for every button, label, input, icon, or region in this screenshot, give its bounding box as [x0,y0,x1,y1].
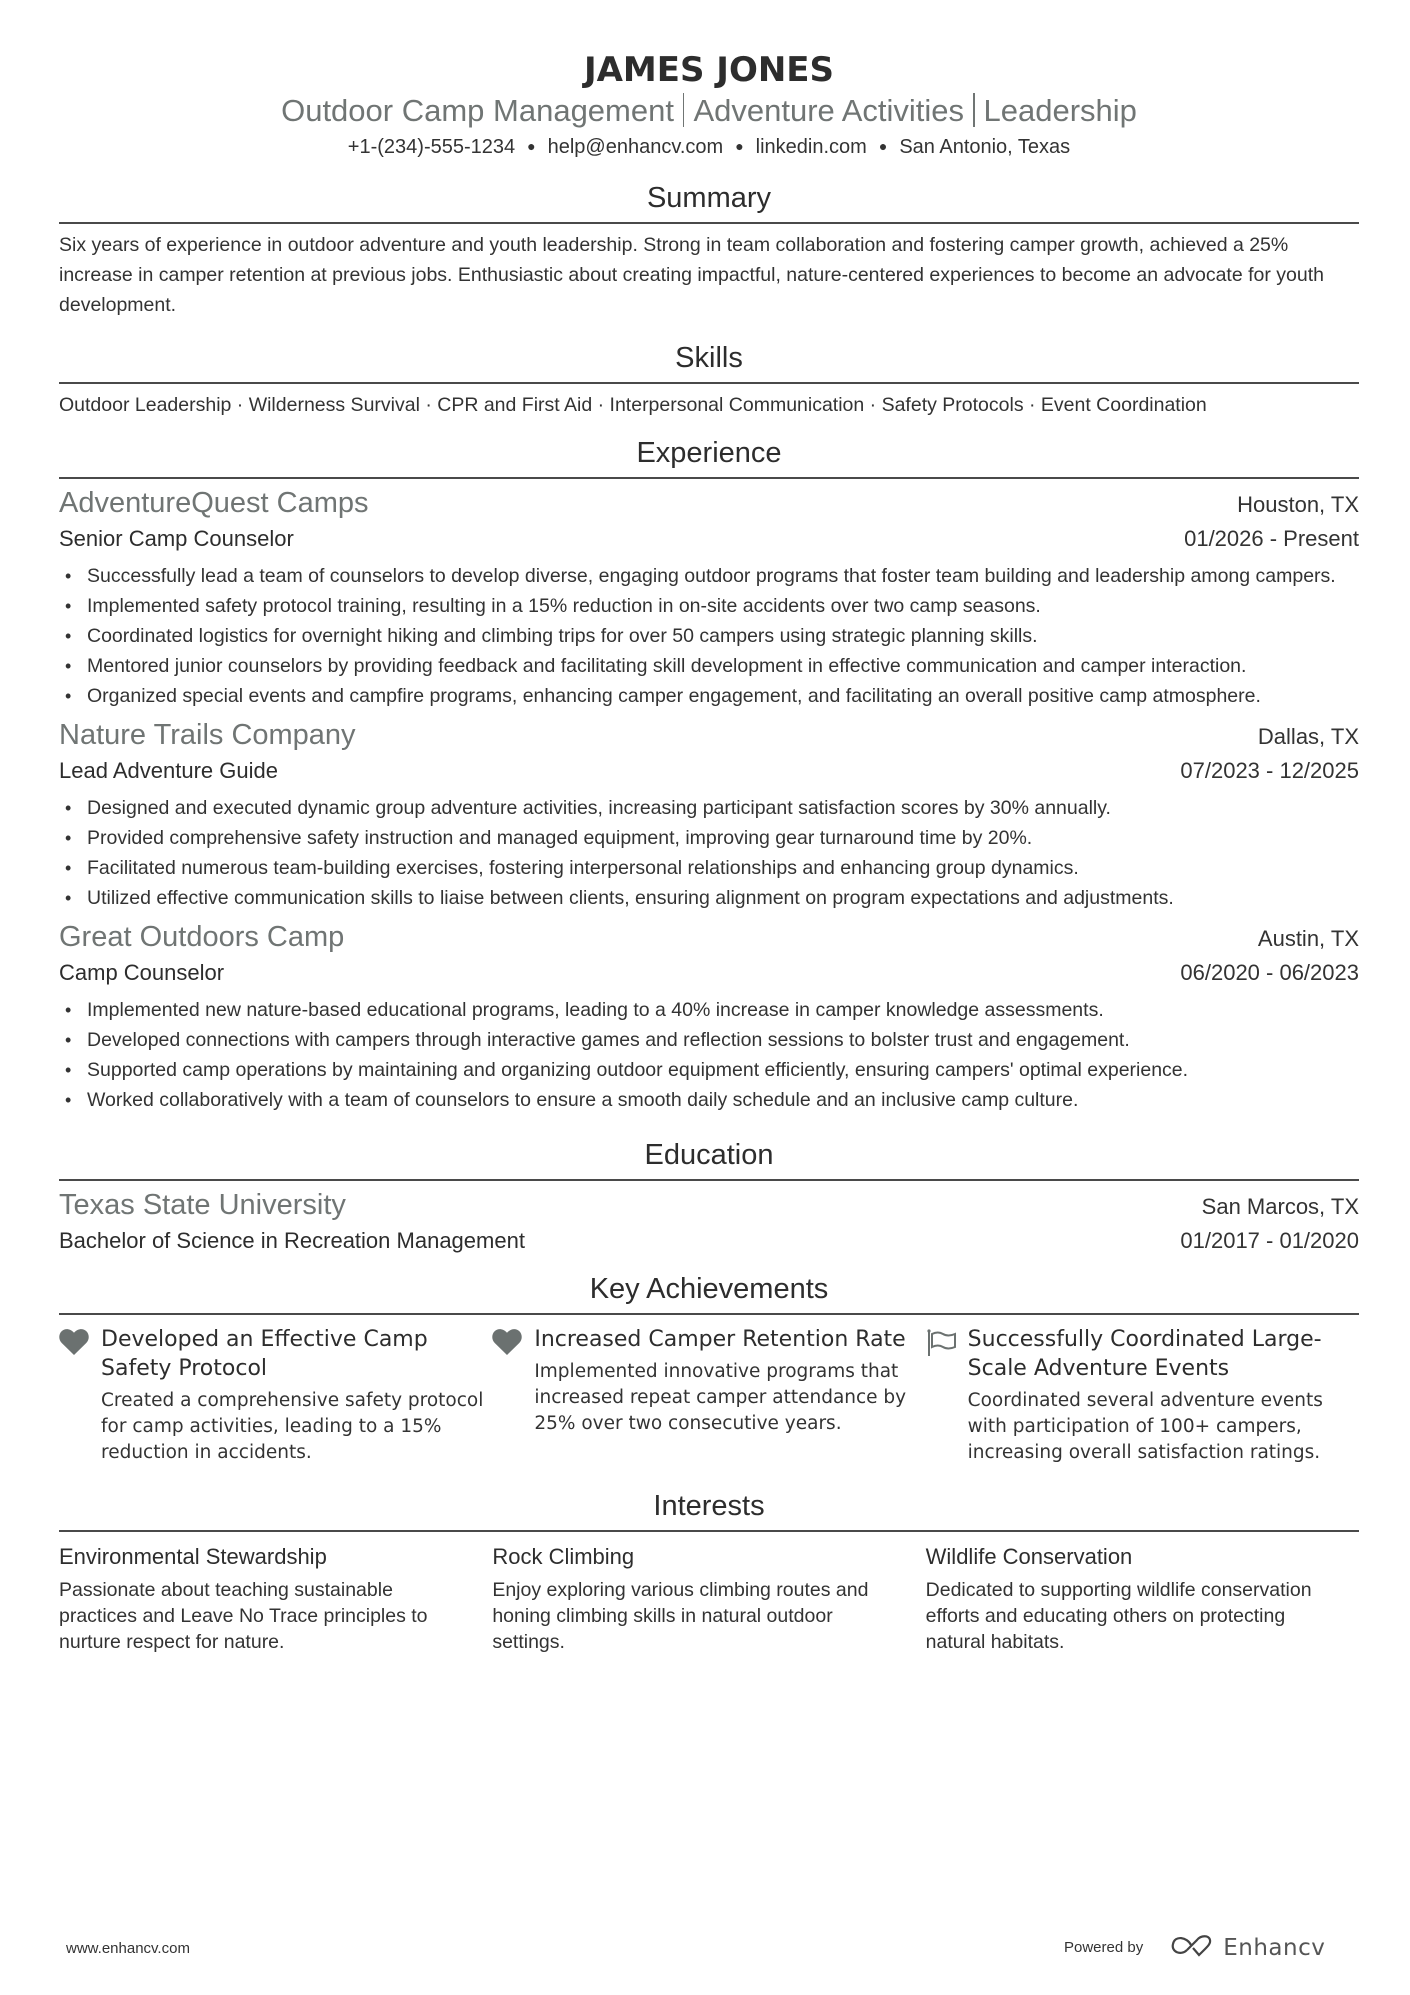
job-dates: 06/2020 - 06/2023 [1180,960,1359,985]
bullet-item: • Designed and executed dynamic group adventure activities, increasing participant satisfaction scores by 30% annually. [59,793,1359,823]
powered-by [1064,1932,1325,1963]
job-title: Senior Camp Counselor [59,526,294,551]
heart-icon [59,1325,101,1466]
skills-list: Outdoor Leadership · Wilderness Survival · CPR and First Aid · Interpersonal Communication · Safety Protocols · Event Coordination [59,394,1207,416]
interest-item [59,1540,492,1655]
bullet-item: • Developed connections with campers through interactive games and reflection sessions to bolster trust and engagement. [59,1025,1359,1055]
achievement-item [492,1325,925,1466]
section-heading: Education [644,1139,774,1171]
summary-section [59,180,1359,320]
achievement-title: Developed an Effective Camp Safety Protocol [101,1327,428,1381]
divider [973,93,975,127]
interest-description: Passionate about teaching sustainable practices and Leave No Trace principles to nurture respect for nature. [59,1579,428,1653]
section-divider [59,1313,1359,1315]
achievement-body [968,1325,1359,1466]
headline [59,91,1359,131]
school-name: Texas State University [59,1189,346,1221]
bullet-item: • Organized special events and campfire programs, enhancing camper engagement, and facilitating an overall positive camp atmosphere. [59,681,1359,711]
job-dates: 01/2026 - Present [1184,526,1359,551]
job-entry [59,717,1359,913]
section-divider [59,1530,1359,1532]
bullet-separator: ● [878,138,888,154]
resume-header [59,0,1359,160]
section-divider [59,477,1359,479]
achievement-item [59,1325,492,1466]
section-divider [59,1179,1359,1181]
interest-description: Enjoy exploring various climbing routes and honing climbing skills in natural outdoor settings. [492,1579,869,1653]
linkedin-link[interactable]: linkedin.com [755,136,867,158]
company-name: Great Outdoors Camp [59,921,345,953]
job-header [59,485,1359,521]
education-dates: 01/2017 - 01/2020 [1180,1228,1359,1253]
website-link[interactable]: www.enhancv.com [66,1940,190,1957]
job-title: Lead Adventure Guide [59,758,278,783]
enhancv-logo-icon [1169,1932,1215,1963]
headline-part: Adventure Activities [693,93,964,128]
achievement-description: Coordinated several adventure events with participation of 100+ campers, increasing overall satisfaction ratings. [967,1390,1323,1463]
achievement-title: Successfully Coordinated Large-Scale Adventure Events [967,1327,1322,1381]
contact-line [59,133,1359,160]
job-entry [59,485,1359,711]
phone: +1-(234)-555-1234 [347,136,516,158]
resume-page [59,0,1359,1655]
email-link[interactable]: help@enhancv.com [547,136,724,158]
section-divider [59,382,1359,384]
headline-part: Outdoor Camp Management [281,93,674,128]
degree: Bachelor of Science in Recreation Management [59,1228,525,1253]
bullet-item: • Mentored junior counselors by providing feedback and facilitating skill development in effective communication and camper interaction. [59,651,1359,681]
bullet-item: • Facilitated numerous team-building exercises, fostering interpersonal relationships and enhancing group dynamics. [59,853,1359,883]
job-location: Houston, TX [1237,492,1359,517]
achievements-section [59,1271,1359,1466]
job-header [59,717,1359,753]
job-title: Camp Counselor [59,960,225,985]
bullet-item: • Implemented new nature-based educational programs, leading to a 40% increase in camper knowledge assessments. [59,995,1359,1025]
interests-grid [59,1540,1359,1655]
job-dates: 07/2023 - 12/2025 [1180,758,1359,783]
section-heading: Key Achievements [589,1273,829,1305]
job-location: Dallas, TX [1257,724,1359,749]
headline-part: Leadership [983,93,1137,128]
interest-description: Dedicated to supporting wildlife conservation efforts and educating others on protecting natural habitats. [925,1579,1312,1653]
section-heading: Skills [675,342,743,374]
interest-title: Wildlife Conservation [925,1544,1133,1569]
bullet-separator: ● [735,138,744,154]
bullet-item: • Provided comprehensive safety instruction and managed equipment, improving gear turnaround time by 20%. [59,823,1359,853]
section-heading: Summary [646,182,772,214]
achievement-body [534,1325,925,1466]
education-entry [59,1187,1359,1259]
flag-icon [926,1325,968,1466]
heart-icon [492,1325,534,1466]
experience-section [59,435,1359,1115]
candidate-name: JAMES JONES [583,50,835,90]
job-subheader [59,955,1359,991]
job-bullets [59,561,1359,711]
section-divider [59,222,1359,224]
bullet-item: • Coordinated logistics for overnight hiking and climbing trips for over 50 campers using strategic planning skills. [59,621,1359,651]
job-subheader [59,521,1359,557]
interest-item [492,1540,925,1655]
bullet-item: • Implemented safety protocol training, resulting in a 15% reduction in on-site accidents over two camp seasons. [59,591,1359,621]
achievement-description: Created a comprehensive safety protocol for camp activities, leading to a 15% reduction in accidents. [101,1390,484,1463]
achievement-title: Increased Camper Retention Rate [534,1327,906,1352]
location: San Antonio, Texas [899,136,1071,158]
school-location: San Marcos, TX [1201,1194,1359,1219]
job-subheader [59,753,1359,789]
education-subheader [59,1223,1359,1259]
interests-section [59,1488,1359,1655]
achievement-body [101,1325,492,1466]
job-entry [59,919,1359,1115]
bullet-item: • Worked collaboratively with a team of counselors to ensure a smooth daily schedule and an inclusive camp culture. [59,1085,1359,1115]
interest-title: Rock Climbing [492,1544,635,1569]
bullet-item: • Supported camp operations by maintaining and organizing outdoor equipment efficiently, ensuring campers' optimal experience. [59,1055,1359,1085]
section-heading: Experience [636,437,782,469]
achievements-grid [59,1325,1359,1466]
job-location: Austin, TX [1257,926,1359,951]
job-header [59,919,1359,955]
bullet-item: • Utilized effective communication skills to liaise between clients, ensuring alignment on program expectations and adjustments. [59,883,1359,913]
job-bullets [59,793,1359,913]
job-bullets [59,995,1359,1115]
bullet-item: • Successfully lead a team of counselors to develop diverse, engaging outdoor programs that foster team building and leadership among campers. [59,561,1359,591]
powered-by-label: Powered by [1064,1939,1144,1956]
interest-item [926,1540,1359,1655]
achievement-item [926,1325,1359,1466]
education-section [59,1137,1359,1259]
brand-name: Enhancv [1223,1934,1326,1961]
interest-title: Environmental Stewardship [59,1544,327,1569]
summary-text: Six years of experience in outdoor adventure and youth leadership. Strong in team collaboration and fostering camper growth, achieved a 25% increase in camper retention at previous jobs. Enthusiastic about creating impactful, nature-centered experiences to become an advocate for youth development. [59,234,1324,316]
achievement-description: Implemented innovative programs that increased repeat camper attendance by 25% over two consecutive years. [534,1361,907,1434]
company-name: AdventureQuest Camps [59,487,369,519]
skills-section [59,340,1359,420]
education-header [59,1187,1359,1223]
section-heading: Interests [653,1490,765,1522]
company-name: Nature Trails Company [59,719,356,751]
divider [683,93,685,127]
bullet-separator: ● [527,138,536,154]
